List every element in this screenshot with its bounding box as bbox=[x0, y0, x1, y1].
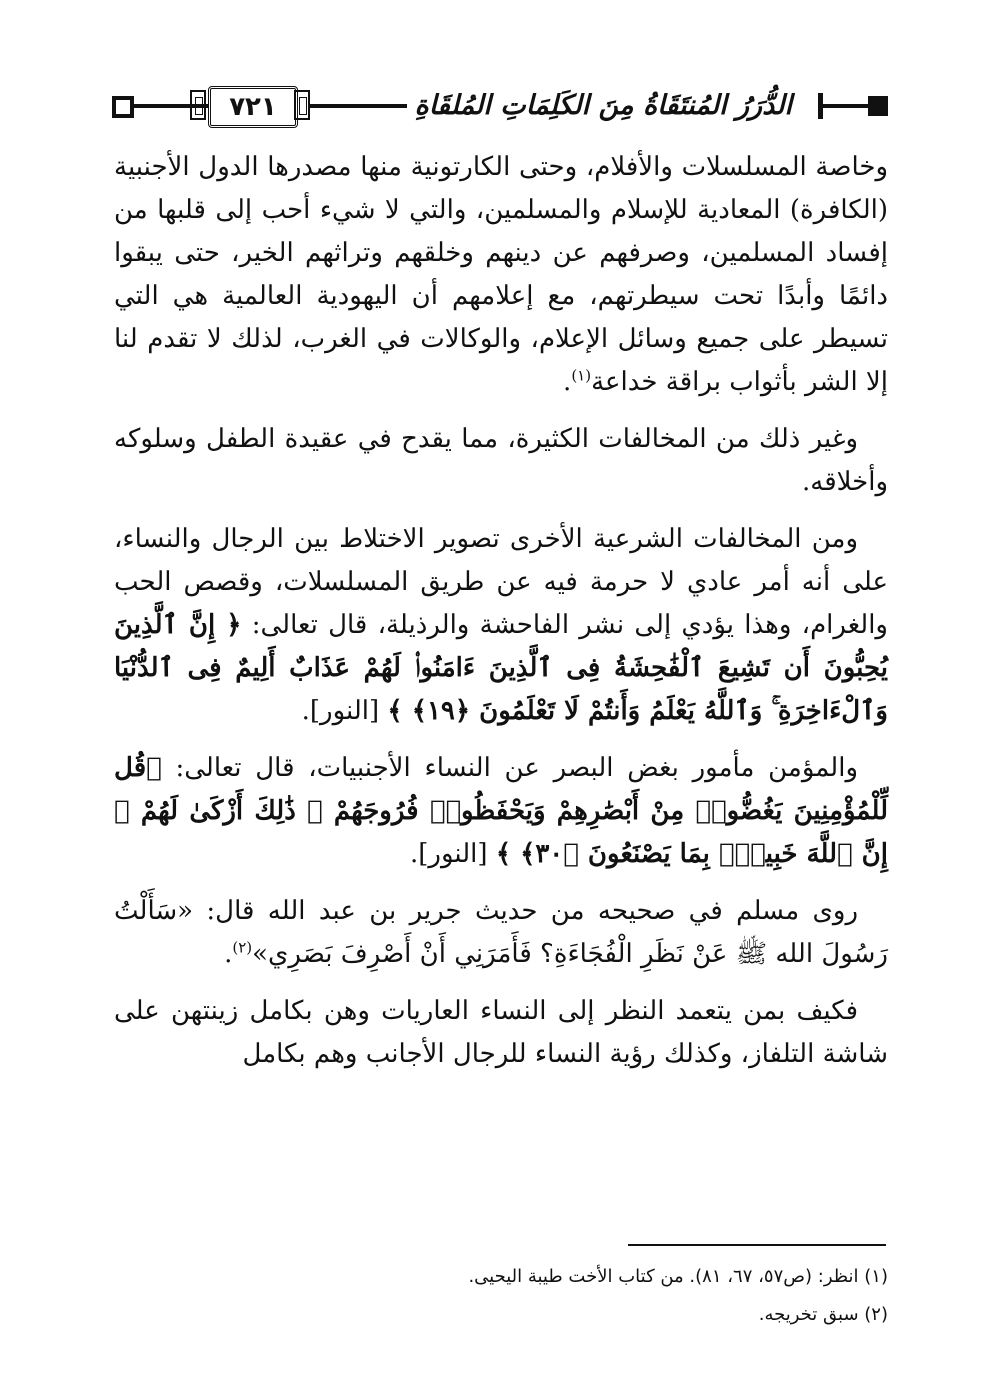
surah-reference: [النور]. bbox=[410, 839, 488, 869]
header-square-right bbox=[868, 96, 888, 116]
paragraph: وغير ذلك من المخالفات الكثيرة، مما يقدح في عقيدة الطفل وسلوكه وأخلاقه. bbox=[114, 424, 888, 497]
page-header bbox=[112, 84, 888, 128]
header-rule-right bbox=[823, 104, 868, 108]
main-text bbox=[114, 146, 888, 1090]
footnote-separator bbox=[628, 1244, 886, 1246]
footnote: (٢) سبق تخريجه. bbox=[758, 1304, 888, 1325]
paragraph: ومن المخالفات الشرعية الأخرى تصوير الاختلاط بين الرجال والنساء، على أنه أمر عادي لا حرمة فيه عن طريق المسلسلات، وقصص الحب والغرام، وهذا يؤدي إلى نشر الفاحشة والرذيلة، قال تعالى: ﴿ إِنَّ ٱلَّذِينَ يُحِبُّونَ أَن تَشِيعَ ٱلْفَٰحِشَةُ فِى ٱلَّذِينَ ءَامَنُوا۟ لَهُمْ عَذَابٌ أَلِيمٌ فِى ٱلدُّنْيَا وَٱلْءَاخِرَةِ ۚ وَٱللَّهُ يَعْلَمُ وَأَنتُمْ لَا تَعْلَمُونَ ﴿١٩﴾ ﴾ [النور]. bbox=[114, 524, 888, 726]
paragraph: روى مسلم في صحيحه من حديث جرير بن عبد الله قال: «سَأَلْتُ رَسُولَ الله ﷺ عَنْ نَظَرِ الْفُجَاءَةِ؟ فَأَمَرَنِي أَنْ أَصْرِفَ بَصَرِي»$^{(٢)}$. bbox=[114, 896, 888, 969]
book-title: الدُّرَرُ المُنتَقَاةُ مِنَ الكَلِمَاتِ المُلقَاةِ bbox=[407, 86, 800, 126]
surah-reference: [النور]. bbox=[301, 696, 380, 726]
quran-verse: ﴿قُل لِّلْمُؤْمِنِينَ يَغُضُّوا۟ مِنْ أَبْصَٰرِهِمْ وَيَحْفَظُوا۟ فُرُوجَهُمْ ۚ ذَٰلِكَ أَزْكَىٰ لَهُمْ ۗ إِنَّ ٱللَّهَ خَبِيرٌۢ بِمَا يَصْنَعُونَ ﴿٣٠﴾ ﴾ bbox=[114, 753, 888, 869]
page-number: ٧٢١ bbox=[208, 86, 298, 128]
ornament-knot-left bbox=[190, 90, 206, 120]
paragraph: والمؤمن مأمور بغض البصر عن النساء الأجنبيات، قال تعالى: ﴿قُل لِّلْمُؤْمِنِينَ يَغُضُّوا۟ مِنْ أَبْصَٰرِهِمْ وَيَحْفَظُوا۟ فُرُوجَهُمْ ۚ ذَٰلِكَ أَزْكَىٰ لَهُمْ ۗ إِنَّ ٱللَّهَ خَبِيرٌۢ بِمَا يَصْنَعُونَ ﴿٣٠﴾ ﴾ [النور]. bbox=[114, 753, 888, 869]
paragraph: فكيف بمن يتعمد النظر إلى النساء العاريات وهن بكامل زينتهن على شاشة التلفاز، وكذلك رؤية النساء للرجال الأجانب وهم بكامل bbox=[114, 996, 888, 1069]
footnotes bbox=[114, 1258, 888, 1334]
footnote: (١) انظر: (ص٥٧، ٦٧، ٨١). من كتاب الأخت طيبة اليحيى. bbox=[468, 1266, 888, 1287]
header-square-left bbox=[112, 96, 134, 118]
quran-verse: ﴿ إِنَّ ٱلَّذِينَ يُحِبُّونَ أَن تَشِيعَ ٱلْفَٰحِشَةُ فِى ٱلَّذِينَ ءَامَنُوا۟ لَهُمْ عَذَابٌ أَلِيمٌ فِى ٱلدُّنْيَا وَٱلْءَاخِرَةِ ۚ وَٱللَّهُ يَعْلَمُ وَأَنتُمْ لَا تَعْلَمُونَ ﴿١٩﴾ ﴾ bbox=[114, 610, 888, 726]
footnote-ref[interactable]: (١) bbox=[571, 366, 592, 385]
footnote-ref[interactable]: (٢) bbox=[232, 938, 253, 957]
paragraph: وخاصة المسلسلات والأفلام، وحتى الكارتونية منها مصدرها الدول الأجنبية (الكافرة) المعادية للإسلام والمسلمين، والتي لا شيء أحب إلى قلبها من إفساد المسلمين، وصرفهم عن دينهم وخلقهم وتراثهم الخير، حتى يبقوا دائمًا وأبدًا تحت سيطرتهم، مع إعلامهم أن اليهودية العالمية هي التي تسيطر على جميع وسائل الإعلام، والوكالات في الغرب، لذلك لا تقدم لنا إلا الشر بأثواب براقة خداعة$^{(١)}$. bbox=[114, 152, 888, 397]
